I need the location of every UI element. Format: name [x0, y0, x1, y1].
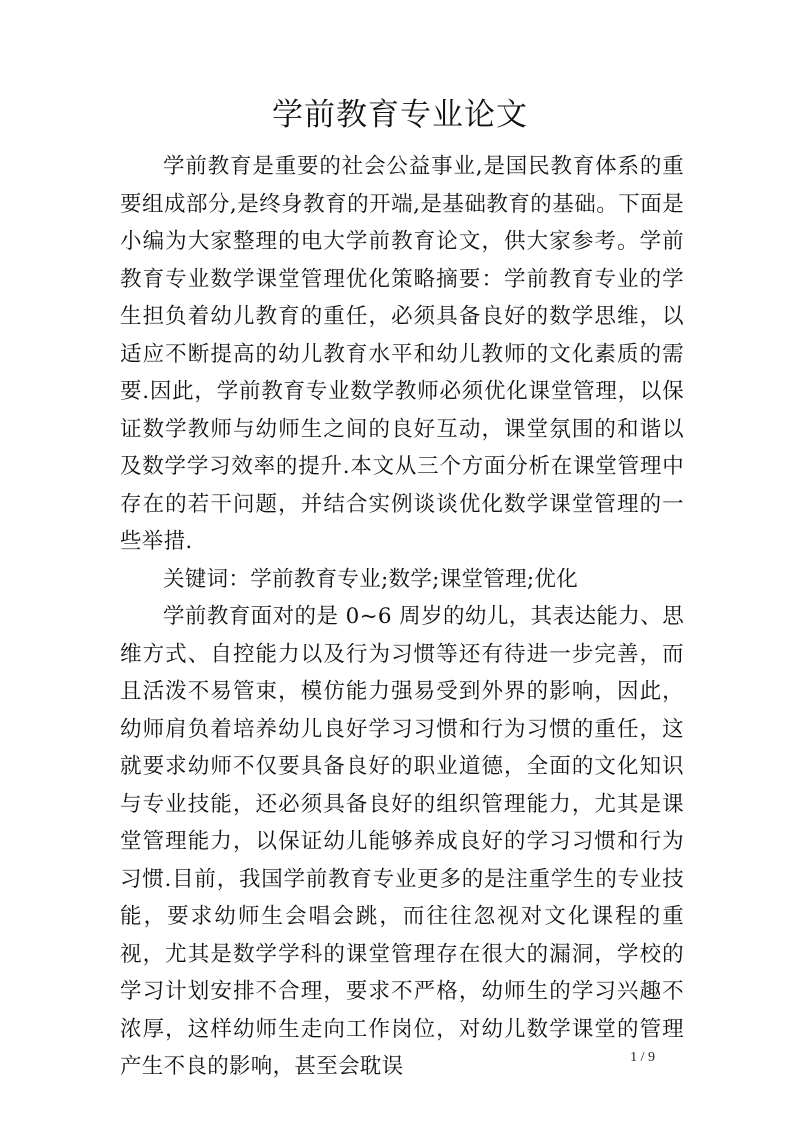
document-body: [120, 148, 684, 1086]
intro-paragraph: 学前教育是重要的社会公益事业,是国民教育体系的重要组成部分,是终身教育的开端,是基础教育的基础。下面是小编为大家整理的电大学前教育论文，供大家参考。学前教育专业数学课堂管理优化策略摘要：学前教育专业的学生担负着幼儿教育的重任，必须具备良好的数学思维，以适应不断提高的幼儿教育水平和幼儿教师的文化素质的需要.因此，学前教育专业数学教师必须优化课堂管理，以保证数学教师与幼师生之间的良好互动，课堂氛围的和谐以及数学学习效率的提升.本文从三个方面分析在课堂管理中存在的若干问题，并结合实例谈谈优化数学课堂管理的一些举措.: [120, 154, 684, 554]
page-number: 1 / 9: [630, 1050, 655, 1065]
main-paragraph: 学前教育面对的是 0~6 周岁的幼儿，其表达能力、思维方式、自控能力以及行为习惯等还有待进一步完善，而且活泼不易管束，模仿能力强易受到外界的影响，因此，幼师肩负着培养幼儿良好学习习惯和行为习惯的重任，这就要求幼师不仅要具备良好的职业道德，全面的文化知识与专业技能，还必须具备良好的组织管理能力，尤其是课堂管理能力，以保证幼儿能够养成良好的学习习惯和行为习惯.目前，我国学前教育专业更多的是注重学生的专业技能，要求幼师生会唱会跳，而往往忽视对文化课程的重视，尤其是数学学科的课堂管理存在很大的漏洞，学校的学习计划安排不合理，要求不严格，幼师生的学习兴趣不浓厚，这样幼师生走向工作岗位，对幼儿数学课堂的管理产生不良的影响，甚至会耽误: [120, 604, 684, 1079]
keywords-paragraph: 关键词：学前教育专业;数学;课堂管理;优化: [163, 566, 579, 592]
document-title: 学前教育专业论文: [272, 97, 528, 133]
